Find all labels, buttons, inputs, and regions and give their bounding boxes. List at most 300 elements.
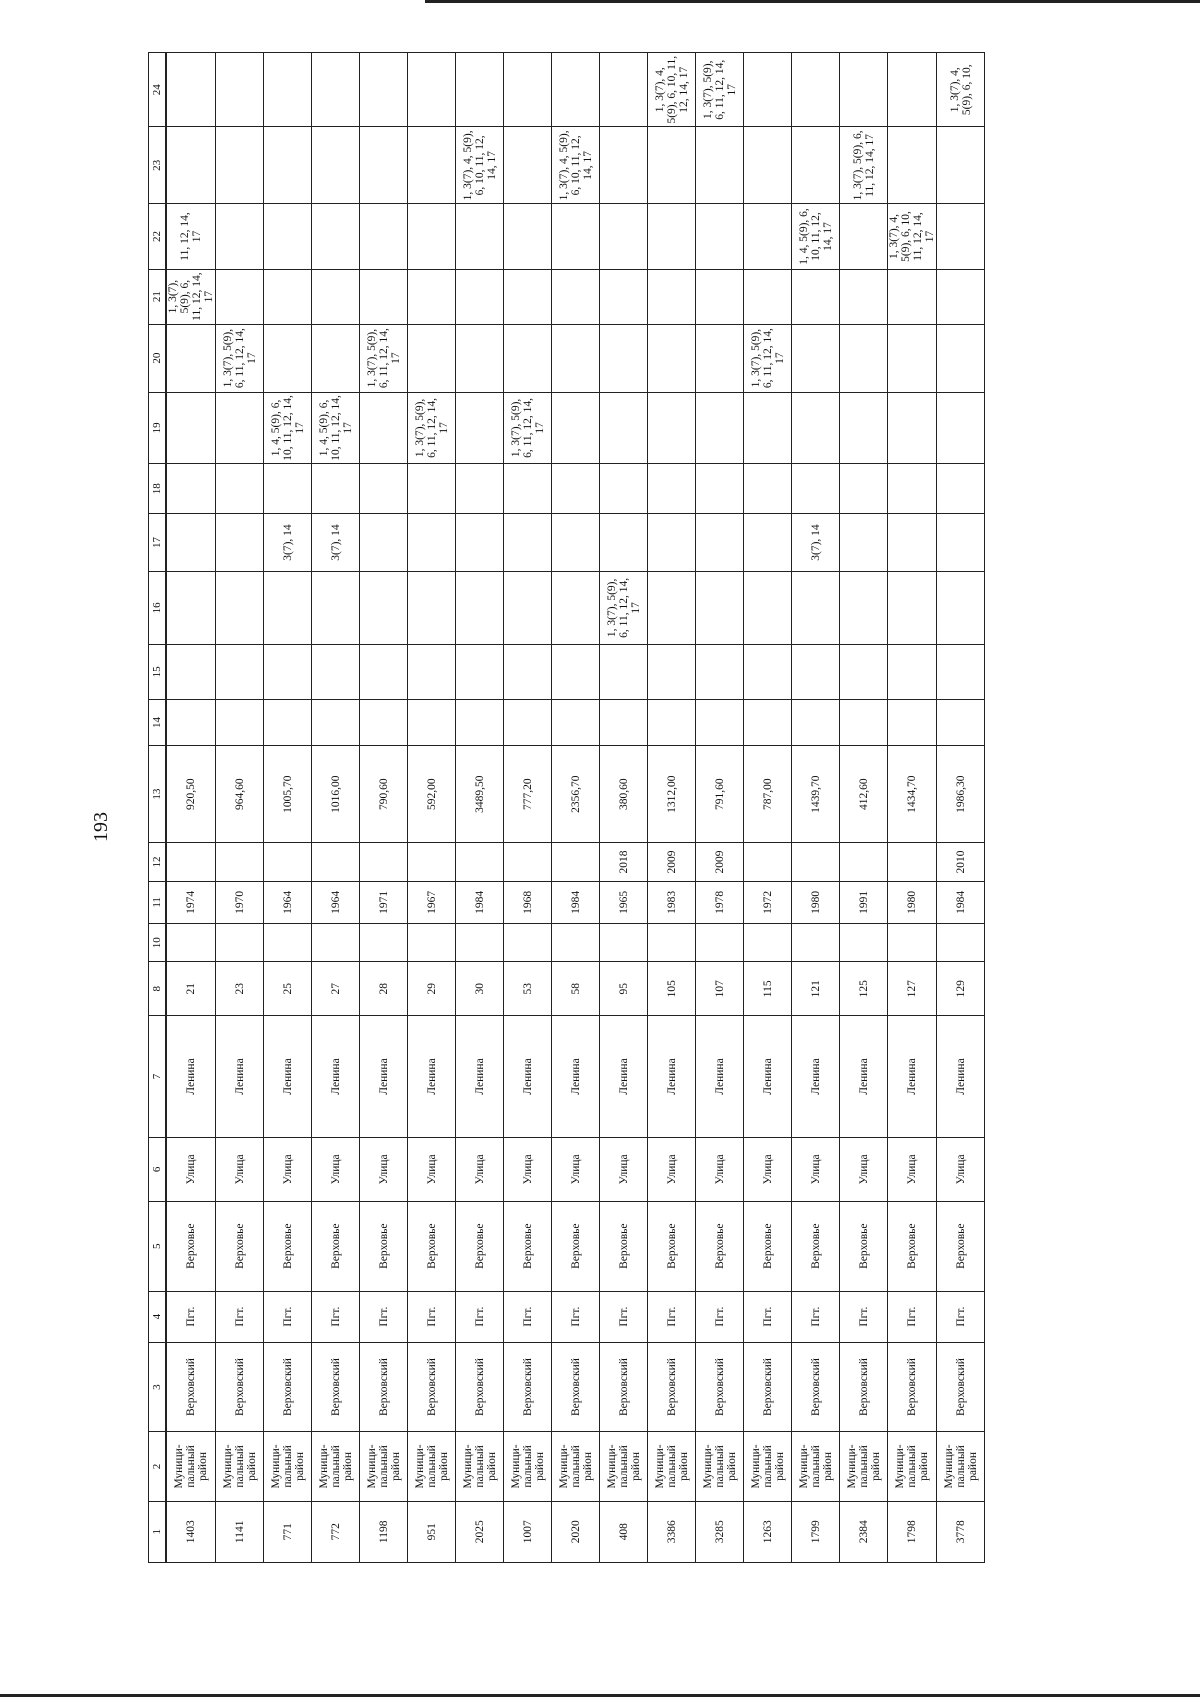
cell-c10 bbox=[312, 923, 360, 961]
cell-c4: Пгт. bbox=[937, 1291, 985, 1342]
cell-c3: Верховский bbox=[264, 1342, 312, 1432]
cell-c8: 29 bbox=[408, 962, 456, 1016]
cell-c5: Верховье bbox=[264, 1201, 312, 1291]
cell-c3: Верховский bbox=[360, 1342, 408, 1432]
cell-c6: Улица bbox=[648, 1137, 696, 1201]
cell-c13: 1005,70 bbox=[264, 745, 312, 842]
cell-c1: 951 bbox=[408, 1501, 456, 1562]
cell-c19: 1, 3(7), 5(9), 6, 11, 12, 14, 17 bbox=[408, 392, 456, 464]
cell-c22 bbox=[744, 204, 792, 269]
cell-c7: Ленина bbox=[648, 1016, 696, 1138]
cell-c15 bbox=[552, 644, 600, 699]
cell-c3: Верховский bbox=[648, 1342, 696, 1432]
table-row bbox=[504, 53, 552, 1563]
table-row bbox=[744, 53, 792, 1563]
cell-c4: Пгт. bbox=[600, 1291, 648, 1342]
column-number: 17 bbox=[149, 514, 166, 572]
cell-c15 bbox=[888, 644, 937, 699]
cell-c18 bbox=[216, 464, 264, 514]
cell-c1: 2384 bbox=[840, 1501, 888, 1562]
cell-c1: 1141 bbox=[216, 1501, 264, 1562]
cell-c13: 2356,70 bbox=[552, 745, 600, 842]
cell-c3: Верховский bbox=[792, 1342, 840, 1432]
cell-c7: Ленина bbox=[504, 1016, 552, 1138]
column-number: 13 bbox=[149, 745, 166, 842]
cell-c16 bbox=[552, 571, 600, 644]
cell-c24 bbox=[167, 53, 216, 127]
cell-c3: Верховский bbox=[456, 1342, 504, 1432]
cell-c24 bbox=[360, 53, 408, 127]
cell-c22 bbox=[600, 204, 648, 269]
cell-c14 bbox=[600, 699, 648, 745]
cell-c5: Верховье bbox=[792, 1201, 840, 1291]
table-row bbox=[648, 53, 696, 1563]
cell-c23 bbox=[600, 127, 648, 204]
cell-c21 bbox=[264, 269, 312, 324]
table-row bbox=[792, 53, 840, 1563]
cell-c20 bbox=[888, 324, 937, 392]
cell-c22 bbox=[696, 204, 744, 269]
cell-c11: 1967 bbox=[408, 881, 456, 923]
cell-c22 bbox=[504, 204, 552, 269]
cell-c16 bbox=[360, 571, 408, 644]
table-row bbox=[696, 53, 744, 1563]
cell-c7: Ленина bbox=[840, 1016, 888, 1138]
cell-c12 bbox=[840, 843, 888, 881]
cell-c3: Верховский bbox=[552, 1342, 600, 1432]
cell-c6: Улица bbox=[600, 1137, 648, 1201]
cell-c20 bbox=[696, 324, 744, 392]
cell-c21 bbox=[504, 269, 552, 324]
cell-c6: Улица bbox=[792, 1137, 840, 1201]
cell-c3: Верховский bbox=[312, 1342, 360, 1432]
cell-c5: Верховье bbox=[648, 1201, 696, 1291]
cell-c16 bbox=[888, 571, 937, 644]
cell-c12 bbox=[552, 843, 600, 881]
cell-c13: 1439,70 bbox=[792, 745, 840, 842]
cell-c3: Верховский bbox=[408, 1342, 456, 1432]
cell-c16 bbox=[648, 571, 696, 644]
cell-c13: 964,60 bbox=[216, 745, 264, 842]
cell-c17 bbox=[552, 514, 600, 572]
cell-c12 bbox=[408, 843, 456, 881]
cell-c8: 125 bbox=[840, 962, 888, 1016]
cell-c22 bbox=[648, 204, 696, 269]
cell-c2: Муници-пальный район bbox=[360, 1432, 408, 1501]
cell-c6: Улица bbox=[264, 1137, 312, 1201]
table-row bbox=[360, 53, 408, 1563]
cell-c4: Пгт. bbox=[648, 1291, 696, 1342]
cell-c4: Пгт. bbox=[840, 1291, 888, 1342]
cell-c19 bbox=[216, 392, 264, 464]
cell-c20 bbox=[937, 324, 985, 392]
cell-c19 bbox=[552, 392, 600, 464]
cell-c11: 1964 bbox=[264, 881, 312, 923]
cell-c21 bbox=[648, 269, 696, 324]
cell-c18 bbox=[264, 464, 312, 514]
cell-c8: 107 bbox=[696, 962, 744, 1016]
cell-c24 bbox=[552, 53, 600, 127]
cell-c20 bbox=[792, 324, 840, 392]
cell-c3: Верховский bbox=[216, 1342, 264, 1432]
cell-c16: 1, 3(7), 5(9), 6, 11, 12, 14, 17 bbox=[600, 571, 648, 644]
column-number: 10 bbox=[149, 923, 166, 961]
cell-c23 bbox=[744, 127, 792, 204]
cell-c6: Улица bbox=[167, 1137, 216, 1201]
cell-c19 bbox=[792, 392, 840, 464]
cell-c4: Пгт. bbox=[696, 1291, 744, 1342]
cell-c7: Ленина bbox=[744, 1016, 792, 1138]
cell-c7: Ленина bbox=[216, 1016, 264, 1138]
rotated-table-wrapper bbox=[148, 52, 1066, 1563]
cell-c18 bbox=[312, 464, 360, 514]
cell-c5: Верховье bbox=[552, 1201, 600, 1291]
cell-c8: 30 bbox=[456, 962, 504, 1016]
cell-c24 bbox=[792, 53, 840, 127]
cell-c10 bbox=[264, 923, 312, 961]
cell-c17 bbox=[888, 514, 937, 572]
cell-c15 bbox=[792, 644, 840, 699]
cell-c12 bbox=[792, 843, 840, 881]
column-number: 19 bbox=[149, 392, 166, 464]
cell-c4: Пгт. bbox=[264, 1291, 312, 1342]
cell-c17 bbox=[360, 514, 408, 572]
cell-c15 bbox=[167, 644, 216, 699]
cell-c6: Улица bbox=[408, 1137, 456, 1201]
cell-c6: Улица bbox=[216, 1137, 264, 1201]
cell-c18 bbox=[937, 464, 985, 514]
cell-c11: 1970 bbox=[216, 881, 264, 923]
cell-c8: 23 bbox=[216, 962, 264, 1016]
cell-c24 bbox=[600, 53, 648, 127]
cell-c13: 3489,50 bbox=[456, 745, 504, 842]
cell-c7: Ленина bbox=[888, 1016, 937, 1138]
cell-c16 bbox=[408, 571, 456, 644]
cell-c8: 115 bbox=[744, 962, 792, 1016]
table-row bbox=[552, 53, 600, 1563]
cell-c16 bbox=[937, 571, 985, 644]
cell-c19 bbox=[840, 392, 888, 464]
cell-c22 bbox=[840, 204, 888, 269]
cell-c11: 1968 bbox=[504, 881, 552, 923]
cell-c10 bbox=[456, 923, 504, 961]
cell-c14 bbox=[264, 699, 312, 745]
table-row bbox=[264, 53, 312, 1563]
cell-c8: 105 bbox=[648, 962, 696, 1016]
cell-c6: Улица bbox=[840, 1137, 888, 1201]
cell-c15 bbox=[504, 644, 552, 699]
cell-c10 bbox=[888, 923, 937, 961]
cell-c1: 1198 bbox=[360, 1501, 408, 1562]
cell-c5: Верховье bbox=[600, 1201, 648, 1291]
cell-c10 bbox=[937, 923, 985, 961]
column-number: 18 bbox=[149, 464, 166, 514]
cell-c20 bbox=[456, 324, 504, 392]
column-number: 1 bbox=[149, 1501, 166, 1562]
cell-c15 bbox=[600, 644, 648, 699]
cell-c3: Верховский bbox=[840, 1342, 888, 1432]
cell-c4: Пгт. bbox=[216, 1291, 264, 1342]
table-row bbox=[408, 53, 456, 1563]
cell-c11: 1974 bbox=[167, 881, 216, 923]
cell-c2: Муници-пальный район bbox=[216, 1432, 264, 1501]
cell-c1: 1799 bbox=[792, 1501, 840, 1562]
cell-c1: 3386 bbox=[648, 1501, 696, 1562]
cell-c22 bbox=[216, 204, 264, 269]
cell-c23 bbox=[312, 127, 360, 204]
cell-c14 bbox=[840, 699, 888, 745]
cell-c8: 121 bbox=[792, 962, 840, 1016]
cell-c10 bbox=[504, 923, 552, 961]
cell-c21 bbox=[840, 269, 888, 324]
cell-c2: Муници-пальный район bbox=[888, 1432, 937, 1501]
cell-c4: Пгт. bbox=[504, 1291, 552, 1342]
cell-c23 bbox=[888, 127, 937, 204]
cell-c7: Ленина bbox=[937, 1016, 985, 1138]
cell-c15 bbox=[360, 644, 408, 699]
cell-c2: Муници-пальный район bbox=[456, 1432, 504, 1501]
cell-c2: Муници-пальный район bbox=[648, 1432, 696, 1501]
column-number: 22 bbox=[149, 204, 166, 269]
cell-c23 bbox=[264, 127, 312, 204]
cell-c13: 412,60 bbox=[840, 745, 888, 842]
cell-c19 bbox=[456, 392, 504, 464]
column-number: 21 bbox=[149, 269, 166, 324]
cell-c14 bbox=[792, 699, 840, 745]
table-row bbox=[840, 53, 888, 1563]
cell-c14 bbox=[744, 699, 792, 745]
cell-c19: 1, 3(7), 5(9), 6, 11, 12, 14, 17 bbox=[504, 392, 552, 464]
cell-c24: 1, 3(7), 5(9), 6, 11, 12, 14, 17 bbox=[696, 53, 744, 127]
cell-c10 bbox=[167, 923, 216, 961]
cell-c18 bbox=[360, 464, 408, 514]
cell-c2: Муници-пальный район bbox=[264, 1432, 312, 1501]
cell-c6: Улица bbox=[504, 1137, 552, 1201]
cell-c15 bbox=[840, 644, 888, 699]
cell-c19 bbox=[937, 392, 985, 464]
cell-c23 bbox=[408, 127, 456, 204]
cell-c12: 2009 bbox=[696, 843, 744, 881]
cell-c14 bbox=[312, 699, 360, 745]
cell-c3: Верховский bbox=[744, 1342, 792, 1432]
cell-c18 bbox=[648, 464, 696, 514]
cell-c20: 1, 3(7), 5(9), 6, 11, 12, 14, 17 bbox=[216, 324, 264, 392]
cell-c15 bbox=[264, 644, 312, 699]
cell-c11: 1984 bbox=[456, 881, 504, 923]
cell-c2: Муници-пальный район bbox=[600, 1432, 648, 1501]
cell-c24 bbox=[840, 53, 888, 127]
cell-c21 bbox=[312, 269, 360, 324]
cell-c24: 1, 3(7), 4, 5(9), 6, 10, 11, 12, 14, 17 bbox=[648, 53, 696, 127]
cell-c21 bbox=[696, 269, 744, 324]
cell-c14 bbox=[408, 699, 456, 745]
cell-c6: Улица bbox=[696, 1137, 744, 1201]
cell-c16 bbox=[456, 571, 504, 644]
cell-c24 bbox=[888, 53, 937, 127]
cell-c14 bbox=[696, 699, 744, 745]
cell-c15 bbox=[408, 644, 456, 699]
cell-c15 bbox=[937, 644, 985, 699]
cell-c15 bbox=[744, 644, 792, 699]
cell-c12: 2018 bbox=[600, 843, 648, 881]
cell-c12 bbox=[504, 843, 552, 881]
cell-c16 bbox=[840, 571, 888, 644]
cell-c5: Верховье bbox=[360, 1201, 408, 1291]
cell-c10 bbox=[552, 923, 600, 961]
cell-c13: 380,60 bbox=[600, 745, 648, 842]
cell-c23 bbox=[216, 127, 264, 204]
cell-c1: 1798 bbox=[888, 1501, 937, 1562]
cell-c8: 129 bbox=[937, 962, 985, 1016]
cell-c17 bbox=[600, 514, 648, 572]
cell-c12 bbox=[312, 843, 360, 881]
cell-c6: Улица bbox=[888, 1137, 937, 1201]
cell-c14 bbox=[360, 699, 408, 745]
cell-c14 bbox=[167, 699, 216, 745]
cell-c18 bbox=[552, 464, 600, 514]
cell-c10 bbox=[600, 923, 648, 961]
cell-c6: Улица bbox=[456, 1137, 504, 1201]
cell-c6: Улица bbox=[552, 1137, 600, 1201]
cell-c11: 1978 bbox=[696, 881, 744, 923]
cell-c19 bbox=[600, 392, 648, 464]
cell-c14 bbox=[456, 699, 504, 745]
cell-c21: 1, 3(7), 5(9), 6, 11, 12, 14, 17 bbox=[167, 269, 216, 324]
table-row bbox=[456, 53, 504, 1563]
cell-c6: Улица bbox=[744, 1137, 792, 1201]
column-number: 24 bbox=[149, 53, 166, 127]
cell-c24: 1, 3(7), 4, 5(9), 6, 10, bbox=[937, 53, 985, 127]
cell-c22 bbox=[552, 204, 600, 269]
cell-c21 bbox=[937, 269, 985, 324]
cell-c22: 11, 12, 14, 17 bbox=[167, 204, 216, 269]
column-number: 23 bbox=[149, 127, 166, 204]
cell-c21 bbox=[888, 269, 937, 324]
cell-c19 bbox=[888, 392, 937, 464]
cell-c7: Ленина bbox=[360, 1016, 408, 1138]
cell-c10 bbox=[840, 923, 888, 961]
cell-c8: 53 bbox=[504, 962, 552, 1016]
cell-c22: 1, 3(7), 4, 5(9), 6, 10, 11, 12, 14, 17 bbox=[888, 204, 937, 269]
column-number: 3 bbox=[149, 1342, 166, 1432]
cell-c20 bbox=[552, 324, 600, 392]
cell-c20 bbox=[408, 324, 456, 392]
cell-c17 bbox=[167, 514, 216, 572]
cell-c23 bbox=[696, 127, 744, 204]
cell-c24 bbox=[312, 53, 360, 127]
cell-c17: 3(7), 14 bbox=[312, 514, 360, 572]
cell-c12 bbox=[360, 843, 408, 881]
cell-c22 bbox=[408, 204, 456, 269]
cell-c10 bbox=[216, 923, 264, 961]
cell-c17 bbox=[216, 514, 264, 572]
cell-c1: 1007 bbox=[504, 1501, 552, 1562]
cell-c16 bbox=[504, 571, 552, 644]
cell-c4: Пгт. bbox=[792, 1291, 840, 1342]
cell-c14 bbox=[937, 699, 985, 745]
cell-c10 bbox=[696, 923, 744, 961]
column-number: 11 bbox=[149, 881, 166, 923]
cell-c2: Муници-пальный район bbox=[840, 1432, 888, 1501]
cell-c14 bbox=[888, 699, 937, 745]
cell-c18 bbox=[792, 464, 840, 514]
cell-c2: Муници-пальный район bbox=[312, 1432, 360, 1501]
cell-c23 bbox=[648, 127, 696, 204]
cell-c19: 1, 4, 5(9), 6, 10, 11, 12, 14, 17 bbox=[264, 392, 312, 464]
cell-c24 bbox=[504, 53, 552, 127]
cell-c2: Муници-пальный район bbox=[792, 1432, 840, 1501]
cell-c23 bbox=[504, 127, 552, 204]
column-number: 20 bbox=[149, 324, 166, 392]
cell-c16 bbox=[264, 571, 312, 644]
cell-c6: Улица bbox=[312, 1137, 360, 1201]
cell-c16 bbox=[696, 571, 744, 644]
cell-c17 bbox=[408, 514, 456, 572]
cell-c8: 21 bbox=[167, 962, 216, 1016]
cell-c17 bbox=[456, 514, 504, 572]
column-number-row bbox=[149, 53, 166, 1563]
cell-c20 bbox=[312, 324, 360, 392]
cell-c5: Верховье bbox=[408, 1201, 456, 1291]
cell-c15 bbox=[696, 644, 744, 699]
cell-c15 bbox=[456, 644, 504, 699]
cell-c10 bbox=[360, 923, 408, 961]
cell-c1: 3778 bbox=[937, 1501, 985, 1562]
cell-c4: Пгт. bbox=[360, 1291, 408, 1342]
cell-c14 bbox=[552, 699, 600, 745]
cell-c5: Верховье bbox=[504, 1201, 552, 1291]
cell-c10 bbox=[744, 923, 792, 961]
cell-c24 bbox=[264, 53, 312, 127]
cell-c24 bbox=[744, 53, 792, 127]
cell-c5: Верховье bbox=[216, 1201, 264, 1291]
cell-c17 bbox=[937, 514, 985, 572]
cell-c10 bbox=[408, 923, 456, 961]
cell-c14 bbox=[504, 699, 552, 745]
column-number: 14 bbox=[149, 699, 166, 745]
cell-c21 bbox=[552, 269, 600, 324]
cell-c20 bbox=[600, 324, 648, 392]
cell-c15 bbox=[648, 644, 696, 699]
bottom-rule bbox=[0, 1694, 1200, 1697]
cell-c1: 771 bbox=[264, 1501, 312, 1562]
cell-c13: 791,60 bbox=[696, 745, 744, 842]
cell-c8: 25 bbox=[264, 962, 312, 1016]
cell-c23 bbox=[360, 127, 408, 204]
cell-c13: 787,00 bbox=[744, 745, 792, 842]
cell-c20 bbox=[840, 324, 888, 392]
cell-c21 bbox=[744, 269, 792, 324]
cell-c24 bbox=[408, 53, 456, 127]
cell-c2: Муници-пальный район bbox=[696, 1432, 744, 1501]
cell-c5: Верховье bbox=[456, 1201, 504, 1291]
cell-c2: Муници-пальный район bbox=[744, 1432, 792, 1501]
cell-c22 bbox=[312, 204, 360, 269]
cell-c7: Ленина bbox=[696, 1016, 744, 1138]
cell-c12 bbox=[216, 843, 264, 881]
cell-c11: 1980 bbox=[888, 881, 937, 923]
cell-c1: 2025 bbox=[456, 1501, 504, 1562]
cell-c8: 95 bbox=[600, 962, 648, 1016]
cell-c22 bbox=[456, 204, 504, 269]
column-number: 12 bbox=[149, 843, 166, 881]
cell-c21 bbox=[600, 269, 648, 324]
column-number: 7 bbox=[149, 1016, 166, 1138]
cell-c16 bbox=[167, 571, 216, 644]
table-row bbox=[888, 53, 937, 1563]
column-number: 8 bbox=[149, 962, 166, 1016]
cell-c3: Верховский bbox=[888, 1342, 937, 1432]
